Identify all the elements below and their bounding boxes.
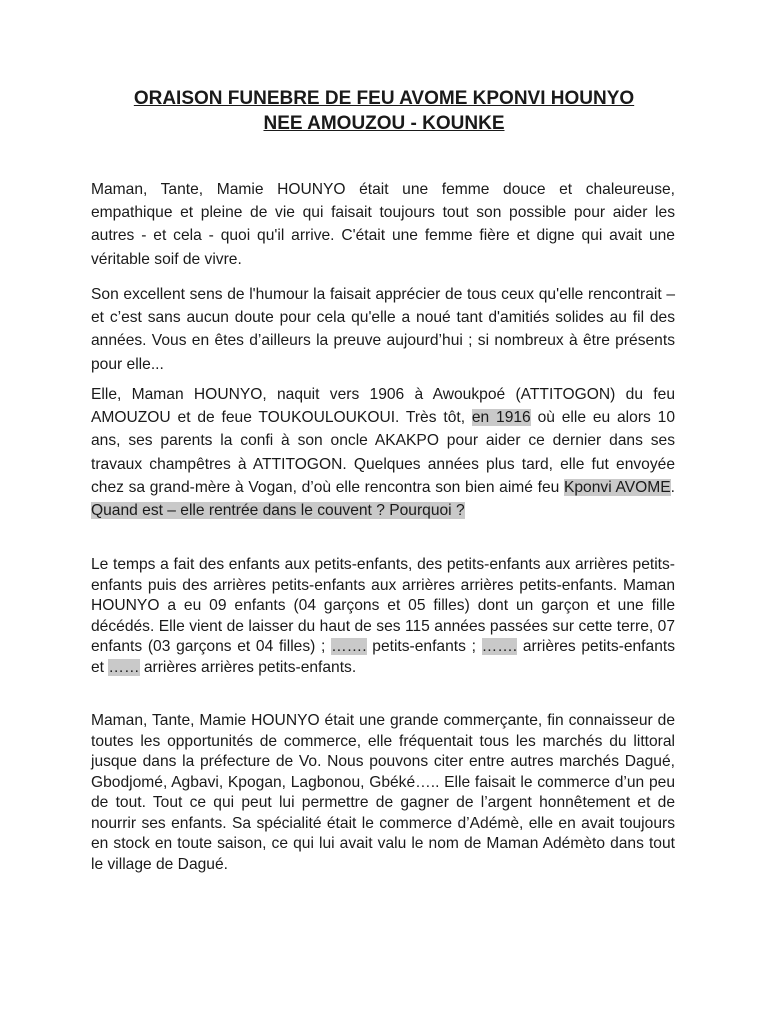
paragraph-4-text-d: arrières arrières petits-enfants.	[139, 658, 357, 676]
highlight-question: Quand est – elle rentrée dans le couvent ? Pourquoi ?	[91, 502, 465, 520]
highlight-year: en 1916	[471, 409, 531, 427]
paragraph-3	[91, 383, 675, 522]
paragraph-4	[91, 555, 675, 678]
paragraph-4-text-a: Le temps a fait des enfants aux petits-enfants, des petits-enfants aux arrières petits-enfants puis des arrières petits-enfants aux arrières arrières petits-enfants. Maman HOUNYO a eu 09 enfants (04 garçons et 05 filles) dont un garçon et une fille décédés. Elle vient de laisser du haut de ses 115 années passées sur cette terre, 07 enfants (03 garçons et 04 filles) ;	[91, 556, 675, 655]
title-line-2: NEE AMOUZOU - KOUNKE	[263, 113, 505, 134]
paragraph-4-text-b: petits-enfants ;	[366, 638, 482, 655]
highlight-blank-2: …….	[481, 638, 518, 655]
paragraph-3-text-a: Elle, Maman HOUNYO, naquit vers 1906 à Awoukpoé (ATTITOGON) du feu AMOUZOU et de feue TOUKOULOUKOUI. Très tôt,	[91, 386, 675, 427]
highlight-blank-1: …….	[331, 638, 367, 655]
paragraph-4-text-c: arrières petits-enfants et	[91, 638, 675, 676]
paragraph-2: Son excellent sens de l'humour la faisait apprécier de tous ceux qu'elle rencontrait – et c’est sans aucun doute pour cela qu'elle a noué tant d'amitiés solides au fil des années. Vous en êtes d’ailleurs la preuve aujourd’hui ; si nombreux à être présents pour elle...	[91, 286, 675, 373]
paragraph-3-text-b: où elle eu alors 10 ans, ses parents la confi à son oncle AKAKPO pour aider ce dernier dans ses travaux champêtres à ATTITOGON. Quelques années plus tard, elle fut envoyée chez sa grand-mère à Vogan, d’où elle rencontra son bien aimé feu	[91, 409, 675, 496]
title-line-1: ORAISON FUNEBRE DE FEU AVOME KPONVI HOUNYO	[133, 88, 635, 109]
paragraph-1: Maman, Tante, Mamie HOUNYO était une femme douce et chaleureuse, empathique et pleine de vie qui faisait toujours tout son possible pour aider les autres - et cela - quoi qu'il arrive. C'était une femme fière et digne qui avait une véritable soif de vivre.	[91, 181, 675, 268]
highlight-name: Kponvi AVOME	[563, 478, 671, 496]
paragraph-5: Maman, Tante, Mamie HOUNYO était une grande commerçante, fin connaisseur de toutes les opportunités de commerce, elle fréquentait tous les marchés du littoral jusque dans la préfecture de Vo. Nous pouvons citer entre autres marchés Dagué, Gbodjomé, Agbavi, Kpogan, Lagbonou, Gbéké….. Elle faisait le commerce d’un peu de tout. Tout ce qui peut lui permettre de gagner de l’argent honnêtement et de nourrir ses enfants. Sa spécialité était le commerce d’Adémè, elle en avait toujours en stock en toute saison, ce qui lui avait valu le nom de Maman Adémèto dans tout le village de Dagué.	[91, 712, 675, 873]
paragraph-3-text-c: .	[670, 478, 675, 496]
highlight-blank-3: ……	[108, 658, 140, 676]
